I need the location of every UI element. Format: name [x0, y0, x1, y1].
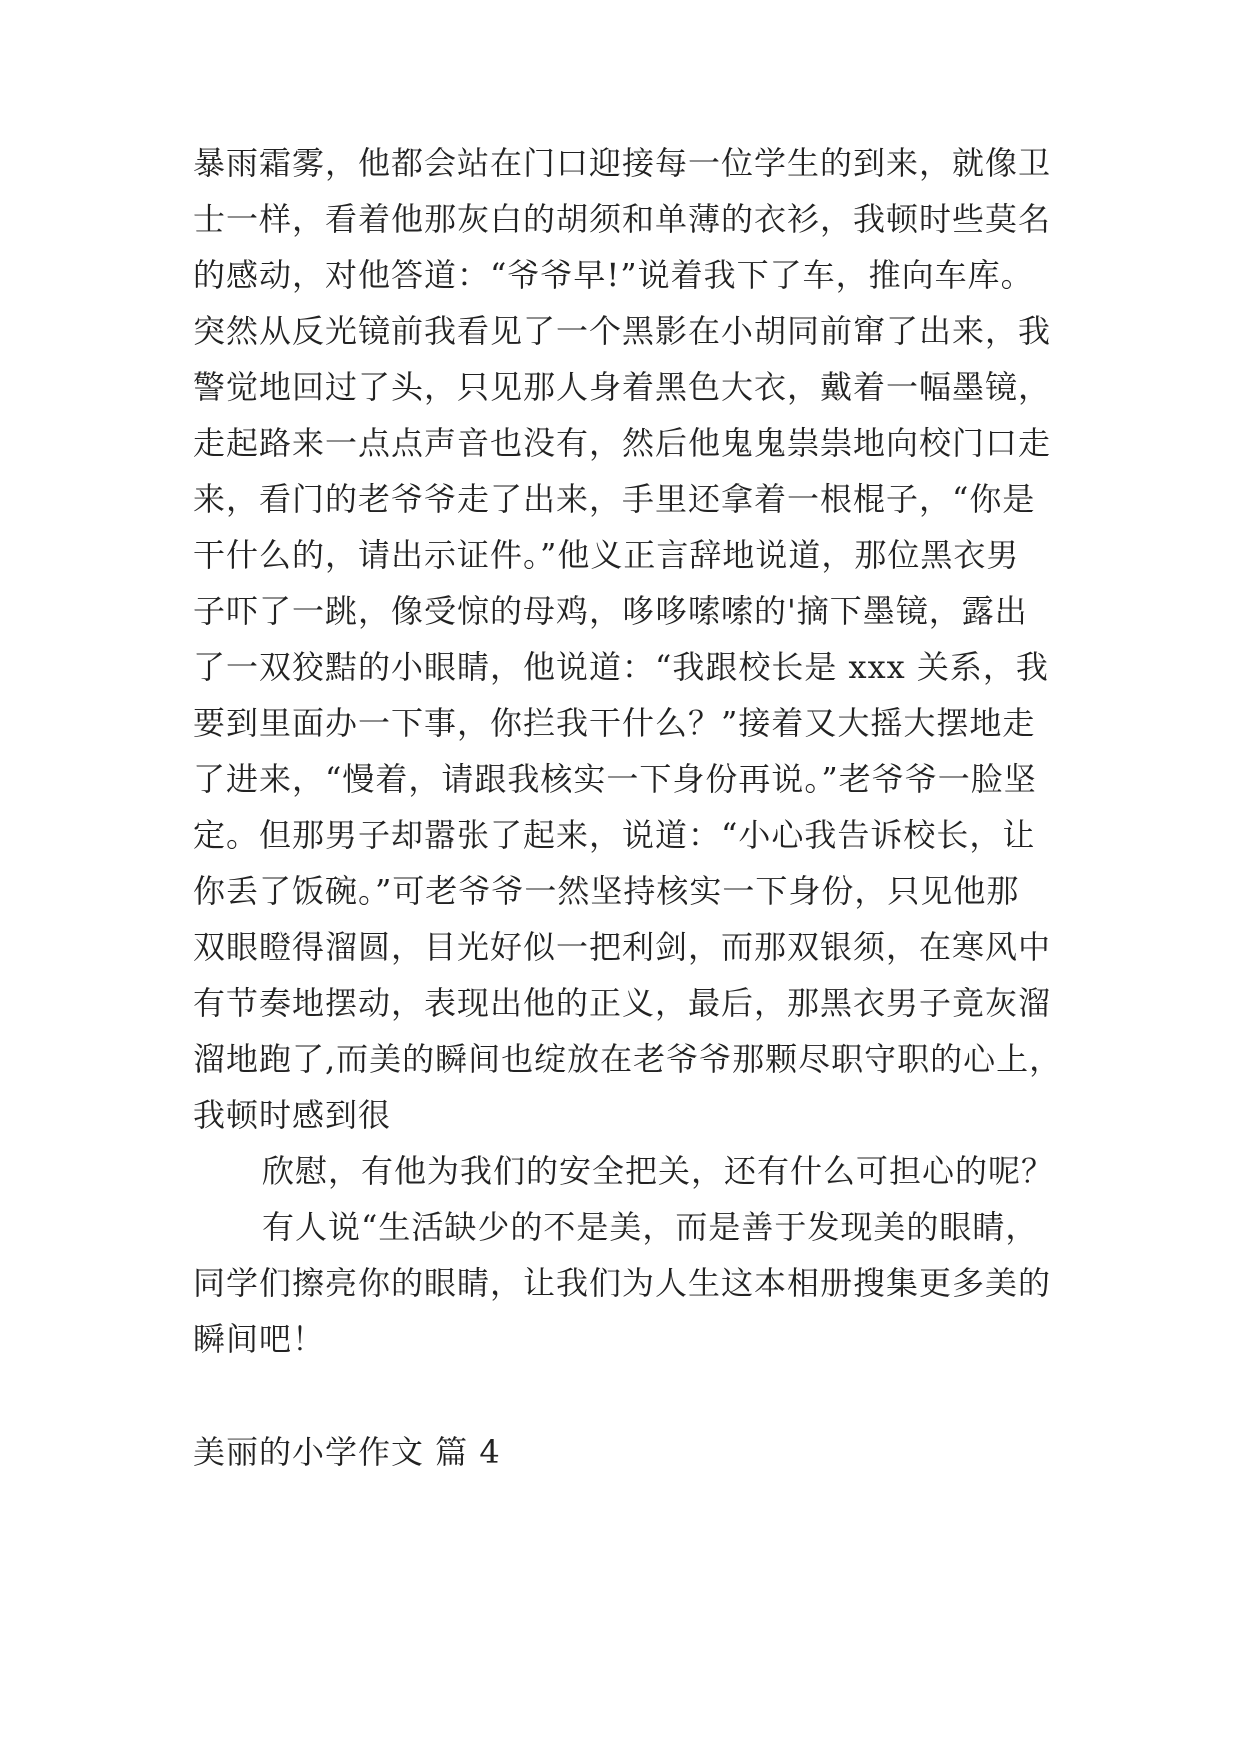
- text-line: 欣慰，有他为我们的安全把关，还有什么可担心的呢？: [262, 1152, 1055, 1190]
- text-line: 了进来，“慢着，请跟我核实一下身份再说。”老爷爷一脸坚: [193, 760, 1037, 798]
- text-line: 干什么的，请出示证件。”他义正言辞地说道，那位黑衣男: [193, 536, 1020, 574]
- text-line: 要到里面办一下事，你拦我干什么？”接着又大摇大摆地走: [193, 704, 1036, 742]
- text-line: 瞬间吧！: [193, 1320, 326, 1358]
- text-line: 我顿时感到很: [193, 1096, 392, 1134]
- text-line: 有人说“生活缺少的不是美，而是善于发现美的眼睛，: [262, 1208, 1039, 1246]
- text-line: 警觉地回过了头，只见那人身着黑色大衣，戴着一幅墨镜，: [193, 368, 1052, 406]
- text-line: 你丢了饭碗。”可老爷爷一然坚持核实一下身份，只见他那: [193, 872, 1020, 910]
- text-line: 定。但那男子却嚣张了起来，说道：“小心我告诉校长，让: [193, 816, 1036, 854]
- text-line: 突然从反光镜前我看见了一个黑影在小胡同前窜了出来，我: [193, 312, 1052, 350]
- text-line: 有节奏地摆动，表现出他的正义，最后，那黑衣男子竟灰溜: [193, 984, 1052, 1022]
- text-line: 同学们擦亮你的眼睛，让我们为人生这本相册搜集更多美的: [193, 1264, 1052, 1302]
- text-line: 了一双狡黠的小眼睛，他说道：“我跟校长是 xxx 关系，我: [193, 648, 1049, 686]
- text-line: 走起路来一点点声音也没有，然后他鬼鬼祟祟地向校门口走: [193, 424, 1052, 462]
- text-line: 暴雨霜雾，他都会站在门口迎接每一位学生的到来，就像卫: [193, 144, 1052, 182]
- text-line: 双眼瞪得溜圆，目光好似一把利剑，而那双银须，在寒风中: [193, 928, 1052, 966]
- text-line: 溜地跑了,而美的瞬间也绽放在老爷爷那颗尽职守职的心上，: [193, 1040, 1063, 1078]
- section-heading: 美丽的小学作文 篇 4: [193, 1433, 501, 1471]
- text-line: 子吓了一跳，像受惊的母鸡，哆哆嗦嗦的'摘下墨镜，露出: [193, 592, 1028, 630]
- text-line: 来，看门的老爷爷走了出来，手里还拿着一根棍子，“你是: [193, 480, 1036, 518]
- text-line: 的感动，对他答道：“爷爷早!”说着我下了车，推向车库。: [193, 256, 1034, 294]
- text-line: 士一样，看着他那灰白的胡须和单薄的衣衫，我顿时些莫名: [193, 200, 1052, 238]
